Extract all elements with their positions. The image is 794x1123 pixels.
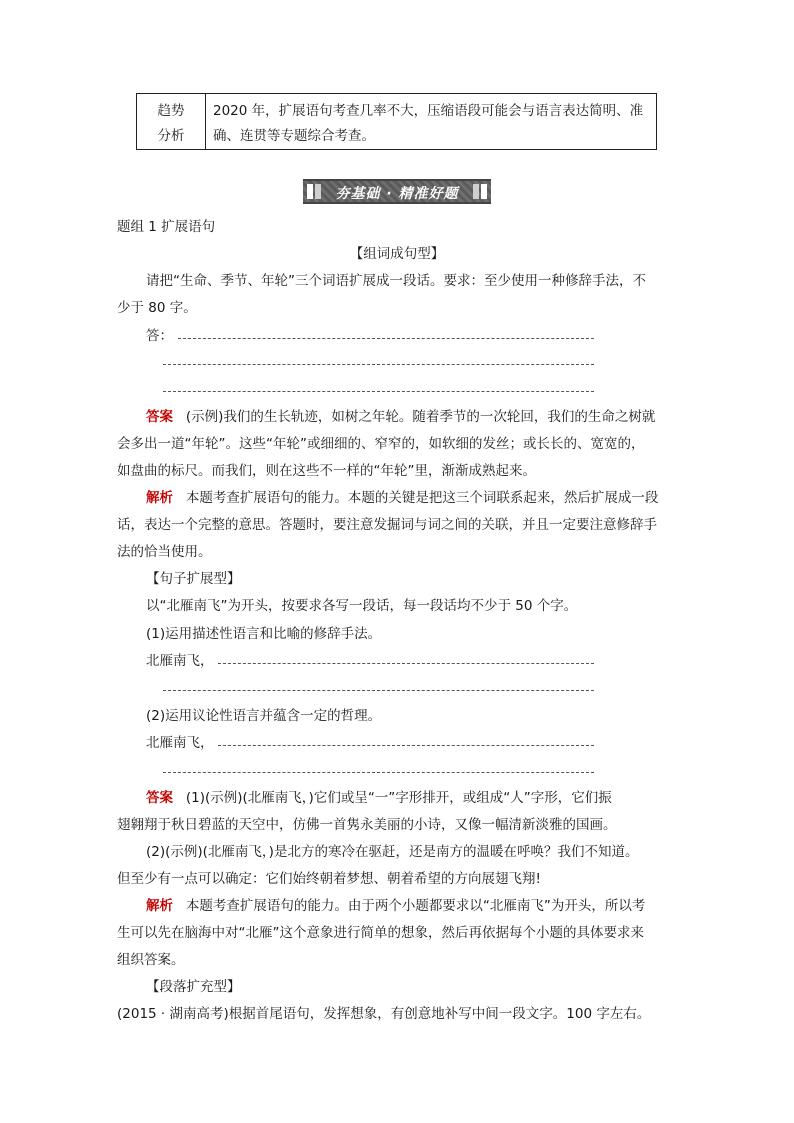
group-title: 题组 1 扩展语句	[117, 219, 216, 235]
type3-question: (2015 · 湖南高考)根据首尾语句，发挥想象，有创意地补写中间一段文字。100 字左右。	[117, 1006, 651, 1022]
type2-answer-line3: (2)(示例)(北雁南飞，)是北方的寒冷在驱赶，还是南方的温暖在呼唤？我们不知道。	[146, 844, 639, 860]
answer-prompt: 答：	[146, 328, 173, 344]
type2-start2: 北雁南飞，	[146, 735, 214, 751]
table-divider	[205, 94, 206, 149]
answer-line-1[interactable]	[178, 338, 594, 339]
answer-line-3[interactable]	[163, 391, 594, 392]
type1-answer-line1	[146, 405, 655, 425]
type1-analysis-line2: 话，表达一个完整的意思。答题时，要注意发掘词与词之间的关联，并且一定要注意修辞手	[117, 517, 657, 533]
trend-label-line2: 分析	[157, 128, 185, 144]
type2-answer-text1: (1)(示例)(北雁南飞，)它们或呈“一”字形排开，或组成“人”字形，它们振	[185, 790, 612, 806]
banner-title: 夯基础 · 精准好题	[335, 186, 459, 202]
type2-analysis-line3: 组织答案。	[117, 952, 185, 968]
type1-answer-text1: (示例)我们的生长轨迹，如树之年轮。随着季节的一次轮回，我们的生命之树就	[185, 409, 656, 425]
type1-question-line1: 请把“生命、季节、年轮”三个词语扩展成一段话。要求：至少使用一种修辞手法，不	[146, 273, 646, 289]
type2-question: 以“北雁南飞”为开头，按要求各写一段话，每一段话均不少于 50 个字。	[146, 598, 578, 614]
type2-answer-line4: 但至少有一点可以确定：它们始终朝着梦想、朝着希望的方向展翅飞翔!	[117, 871, 541, 887]
type2-analysis-line1	[146, 894, 645, 914]
analysis-label: 解析	[146, 490, 173, 506]
type2-heading: 【句子扩展型】	[146, 571, 241, 587]
type1-heading: 【组词成句型】	[349, 246, 445, 262]
answer-line-4[interactable]	[218, 663, 594, 664]
trend-text-line1: 2020 年，扩展语句考查几率不大，压缩语段可能会与语言表达简明、准	[213, 103, 644, 119]
type2-answer-line1	[146, 786, 612, 806]
answer-label-2: 答案	[146, 790, 173, 806]
analysis-label-2: 解析	[146, 898, 173, 914]
type2-start1: 北雁南飞，	[146, 653, 214, 669]
answer-line-7[interactable]	[163, 772, 594, 773]
type1-analysis-text1: 本题考查扩展语句的能力。本题的关键是把这三个词联系起来，然后扩展成一段	[185, 490, 659, 506]
type2-sub2: (2)运用议论性语言并蕴含一定的哲理。	[146, 708, 382, 724]
type1-question-line2: 少于 80 字。	[117, 300, 197, 316]
trend-label-line1: 趋势	[157, 103, 185, 119]
answer-line-6[interactable]	[218, 745, 594, 746]
type2-analysis-line2: 生可以先在脑海中对“北雁”这个意象进行简单的想象，然后再依据每个小题的具体要求来	[117, 925, 644, 941]
type1-answer-line2: 会多出一道“年轮”。这些“年轮”或细细的、窄窄的，如软细的发丝；或长长的、宽宽的，	[117, 436, 645, 452]
answer-line-2[interactable]	[163, 364, 594, 365]
type2-answer-line2: 翅翱翔于秋日碧蓝的天空中，仿佛一首隽永美丽的小诗，又像一幅清新淡雅的国画。	[117, 817, 617, 833]
type1-answer-line3: 如盘曲的标尺。而我们，则在这些不一样的“年轮”里，渐渐成熟起来。	[117, 463, 536, 479]
answer-line-5[interactable]	[163, 690, 594, 691]
type2-sub1: (1)运用描述性语言和比喻的修辞手法。	[146, 626, 382, 642]
type1-analysis-line1	[146, 486, 658, 506]
type2-analysis-text1: 本题考查扩展语句的能力。由于两个小题都要求以“北雁南飞”为开头，所以考	[185, 898, 646, 914]
section-banner	[303, 179, 491, 204]
trend-text-line2: 确、连贯等专题综合考查。	[213, 128, 375, 144]
answer-label: 答案	[146, 409, 173, 425]
trend-analysis-table	[136, 93, 657, 150]
type1-analysis-line3: 法的恰当使用。	[117, 544, 212, 560]
type3-heading: 【段落扩充型】	[146, 979, 241, 995]
